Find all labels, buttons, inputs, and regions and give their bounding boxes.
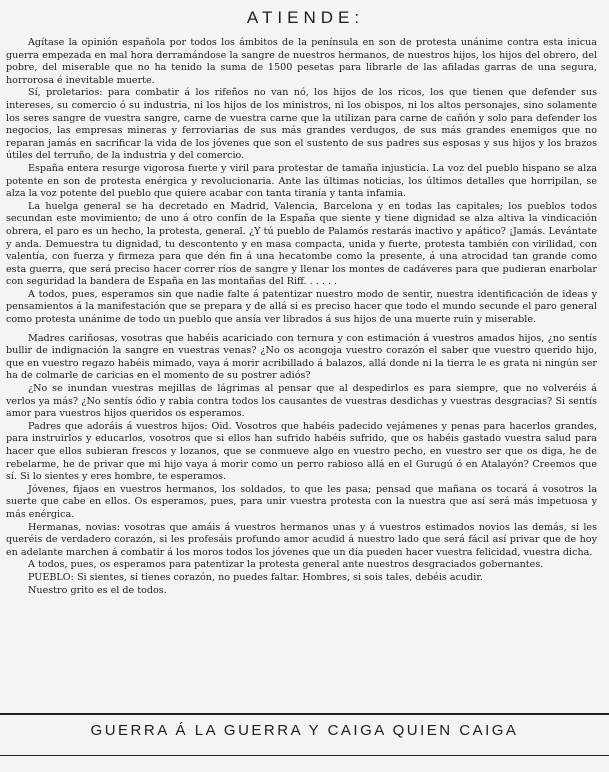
paragraph: Sí, proletarios: para combatir á los rifeños no van nó, los hijos de los ricos, los que tienen que defender sus intereses, su comercio ó su industria, ni los hijos de los ministros, ni los obispos, ni los altos personajes, sino solamente los seres sangre de vuestra sangre, carne de vuestra carne que la utilizan para carne de cañón y solo para defender los negocios, las empresas mineras y ferroviarias de sus más grandes verdugos, de sus más grandes enemigos que no reparan jamás en sacrificar la vida de los jóvenes que son el sustento de sus padres sus esposas y sus hijos y los brazos útiles del terruño, de la industria y del comercio. [6, 87, 597, 162]
paragraph: España entera resurge vigorosa fuerte y viril para protestar de tamaña injusticia. La voz del pueblo hispano se alza potente en son de protesta enérgica y revolucionaria. Ante las últimas noticias, los últimos detalles que horripilan, se alza la voz potente del pueblo que quiere acabar con tanta tiranía y tanta infamia. [6, 162, 597, 200]
paragraph: La huelga general se ha decretado en Madrid, Valencia, Barcelona y en todas las capitales; los pueblos todos secundan este movimiento; de uno á otro confín de la España que siente y tiene dignidad se alza altiva la vindicación obrera, el paro es un hecho, la protesta, general. ¿Y tú pueblo de Palamós restarás inactivo y apático? ¡Jamás. Levántate y anda. Demuestra tu dignidad, tu descontento y en masa compacta, unida y fuerte, protesta también con virilidad, con valentía, con fuerza y firmeza para que dén fin á una hecatombe como la presente, á una atrocidad tan grande como esta guerra, que será preciso hacer correr ríos de sangre y llenar los montes de cadáveres para que pudieran enarbolar con seguridad la bandera de España en las montañas del Riff. . . . . . [6, 200, 597, 288]
paragraph: Nuestro grito es el de todos. [28, 584, 167, 596]
divider [0, 713, 609, 715]
paragraph: Padres que adoráis á vuestros hijos: Oid. Vosotros que habéis padecido vejámenes y penas para hacerlos grandes, para instruirlos y educarlos, vosotros que si ellos han sufrido habéis sufrido, que os habéis gastado vuestra salud para hacer que ellos subieran frescos y lozanos, que se conmueve algo en vuestro pecho, en vuestro ser que os diga, he de rebelarme, he de privar que mi hijo vaya á morir como un perro rabioso allá en el Gurugú ó en Atalayón? Creemos que sí. Si lo sientes y eres hombre, te esperamos. [6, 420, 597, 483]
document-title: ATIENDE: [246, 8, 365, 27]
paragraph: A todos, pues, os esperamos para patentizar la protesta general ante nuestros desgraciados gobernantes. [28, 559, 544, 571]
body-text [6, 37, 597, 597]
paragraph: PUEBLO: Si sientes, si tienes corazón, no puedes faltar. Hombres, si sois tales, debéis acudir. [28, 571, 483, 583]
paragraph: Jóvenes, fijaos en vuestros hermanos, los soldados, to que les pasa; pensad que mañana os tocará á vosotros la suerte que cabe en ellos. Os esperamos, pues, para unir vuestra protesta con la nuestra que así será más impetuosa y más enérgica. [6, 483, 597, 520]
divider [0, 755, 609, 756]
slogan: GUERRA Á LA GUERRA Y CAIGA QUIEN CAIGA [90, 722, 519, 739]
paragraph: Hermanas, novias: vosotras que amáis á vuestros hermanos unas y á vuestros estimados novios las demás, si les queréis de verdadero corazón, si les profesáis profundo amor acudid á nuestro lado que será fácil así privar que de hoy en adelante marchen á combatir á los moros todos los jóvenes que un día pueden hacer vuestra felicidad, vuestra dicha. [6, 521, 597, 558]
paragraph: Agítase la opinión española por todos los ámbitos de la península en son de protesta unánime contra esta inicua guerra empezada en mal hora derramándose la sangre de nuestros hermanos, de nuestros hijos, los hijos del obrero, del pobre, del miserable que no ha tenido la suma de 1500 pesetas para librarle de las afiladas garras de una segura, horrorosa é inevitable muerte. [6, 37, 597, 86]
paragraph: Madres cariñosas, vosotras que habéis acariciado con ternura y con estimación á vuestros amados hijos, ¿no sentís bullir de indignación la sangre en vuestras venas? ¿No os acongoja vuestro corazón el saber que vuestro querido hijo, que en vuestro regazo habéis mimado, vaya á morir acribillado á balazos, allá donde ni la tierra le es grata ni ningún ser ha de colmarle de caricias en el momento de su postrer adiós? [6, 332, 597, 382]
paragraph: A todos, pues, esperamos sin que nadie falte á patentizar nuestro modo de sentir, nuestra identificación de ideas y pensamientos á la manifestación que se prepara y de allá si es preciso hacer que todo el mundo secunde el paro general como protesta unánime de todo un pueblo que ansía ver librados á sus hijos de una muerte ruin y miserable. [6, 288, 597, 326]
paragraph: ¿No se inundan vuestras mejillas de lágrimas al pensar que al despedirlos es para siempre, que no volveréis á verlos ya más? ¿No sentís ódio y rabia contra todos los causantes de vuestras desdichas y vuestras desgracias? Si sentís amor para vuestros hijos queridos os esperamos. [6, 383, 597, 420]
